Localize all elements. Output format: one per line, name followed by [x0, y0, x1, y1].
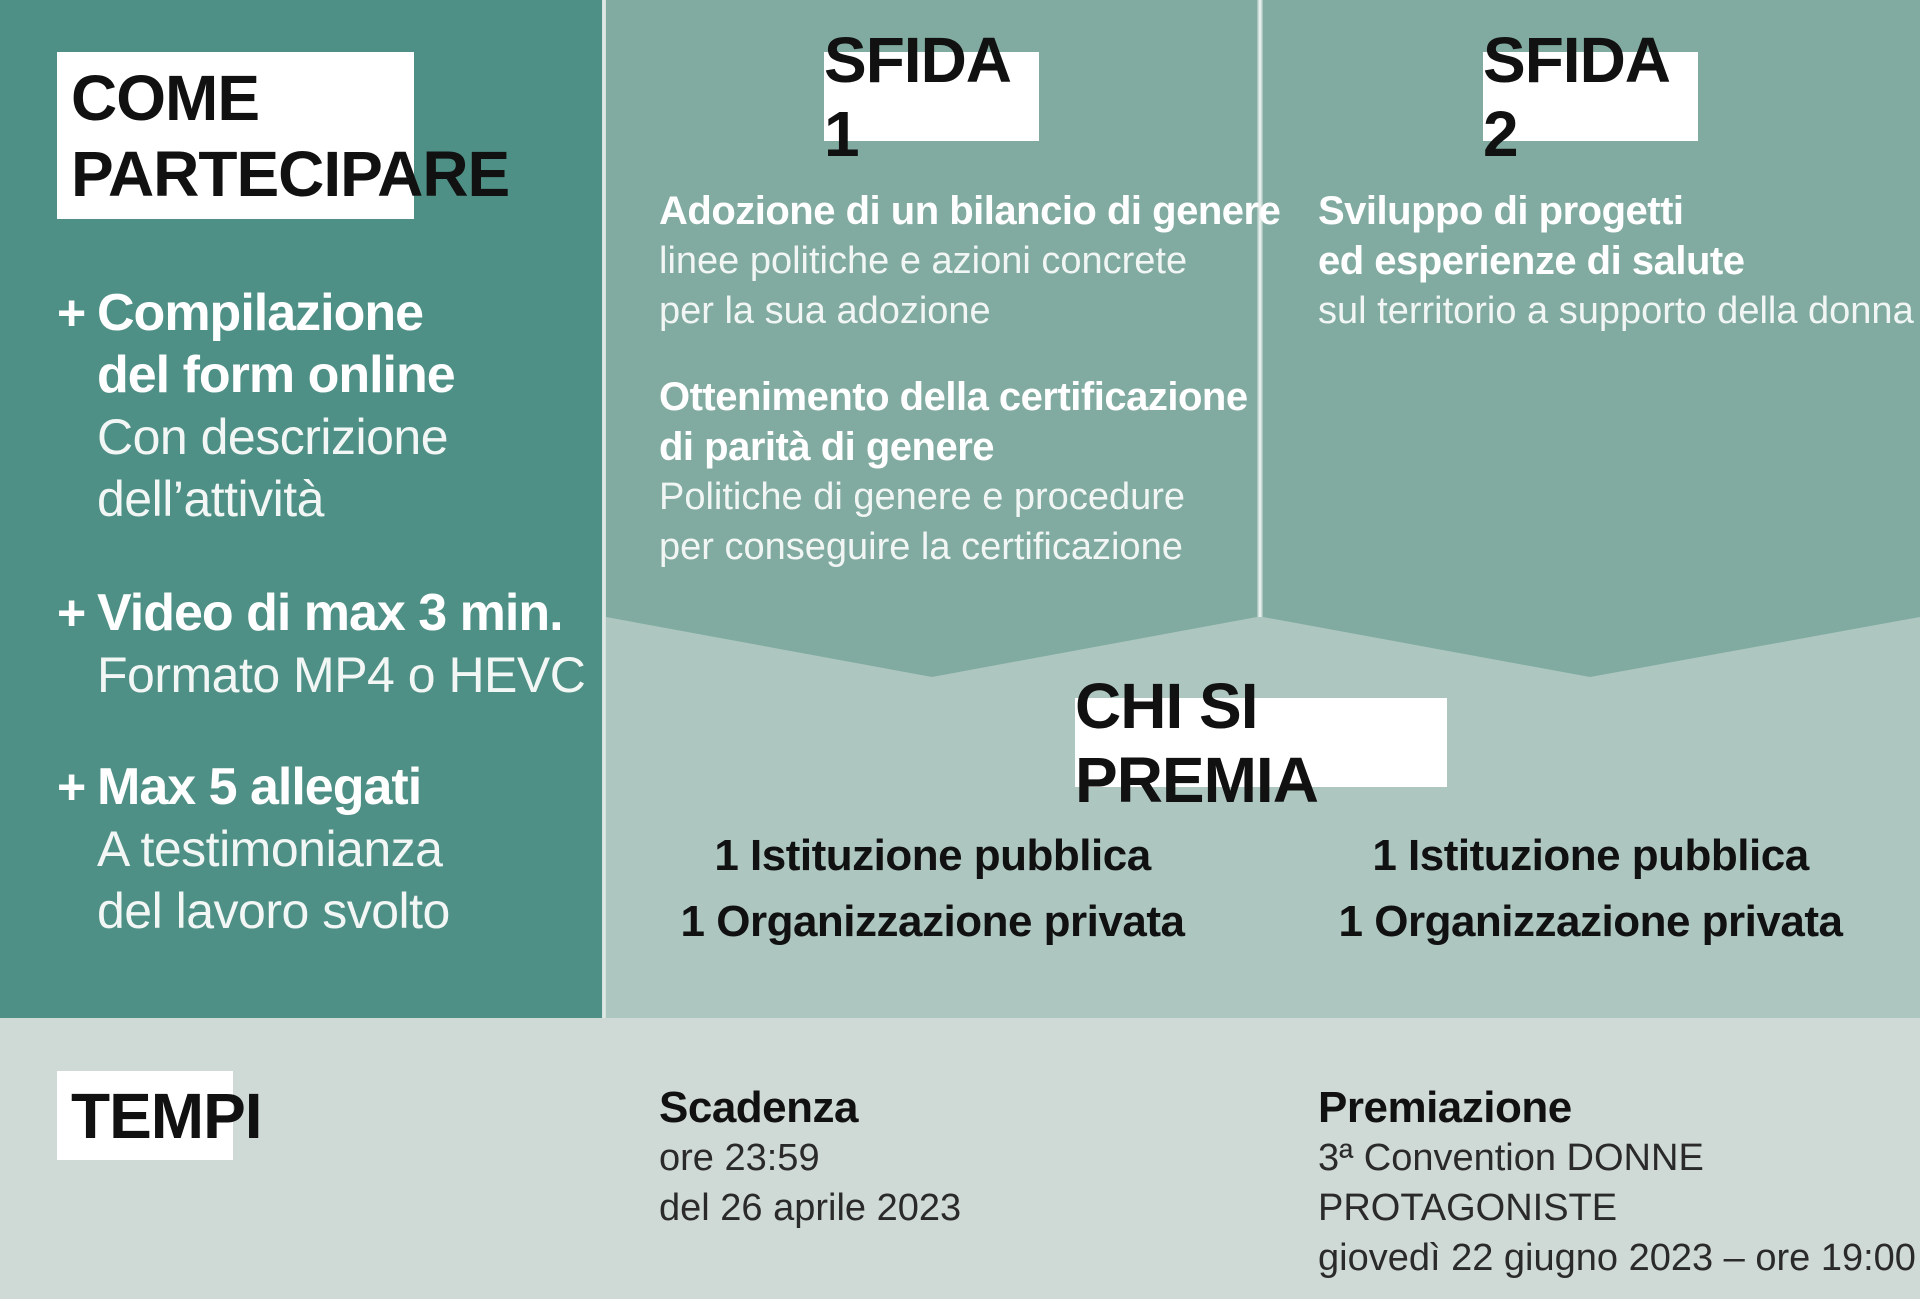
- participate-item-attachments: [57, 756, 450, 942]
- participate-title-line2: PARTECIPARE: [71, 137, 510, 210]
- block-title: Ottenimento della certificazione: [659, 375, 1248, 419]
- participate-item-video: [57, 582, 585, 706]
- deadline-date: del 26 aprile 2023: [659, 1187, 962, 1229]
- item-description: Formato MP4 o HEVC: [97, 647, 586, 703]
- block-title: ed esperienze di salute: [1318, 239, 1745, 283]
- deadline-title: Scadenza: [659, 1083, 858, 1132]
- item-description: A testimonianza: [97, 821, 443, 877]
- participate-title-line1: COME: [71, 61, 259, 134]
- deadline-block: [659, 1083, 961, 1233]
- award-title: Premiazione: [1318, 1083, 1572, 1132]
- item-title: Max 5 allegati: [97, 758, 422, 816]
- winners-title: [1075, 669, 1447, 816]
- challenge2-block: [1318, 186, 1914, 336]
- plus-icon: +: [57, 759, 87, 815]
- block-description: per conseguire la certificazione: [659, 526, 1183, 568]
- winners-col-challenge1: [660, 823, 1205, 955]
- award-block: [1318, 1083, 1920, 1283]
- winners-col-challenge2: [1318, 823, 1863, 955]
- winner-private: 1 Organizzazione privata: [680, 897, 1185, 946]
- participate-title: [57, 52, 510, 219]
- deadline-time: ore 23:59: [659, 1137, 820, 1179]
- item-title: Video di max 3 min.: [97, 584, 563, 642]
- challenge2-title-text: SFIDA 2: [1483, 23, 1668, 170]
- challenge1-title: [824, 23, 1039, 170]
- block-description: per la sua adozione: [659, 290, 991, 332]
- item-description: dell’attività: [97, 471, 324, 527]
- participate-item-form: [57, 282, 455, 530]
- challenge2-title: [1483, 23, 1698, 170]
- block-title: di parità di genere: [659, 425, 995, 469]
- item-description: del lavoro svolto: [97, 883, 450, 939]
- item-title: Compilazione: [97, 284, 424, 342]
- item-title: del form online: [97, 346, 455, 404]
- block-description: Politiche di genere e procedure: [659, 476, 1186, 518]
- block-description: linee politiche e azioni concrete: [659, 240, 1188, 282]
- winners-title-text: CHI SI PREMIA: [1075, 669, 1318, 816]
- plus-icon: +: [57, 285, 87, 341]
- award-date: giovedì 22 giugno 2023 – ore 19:00: [1318, 1237, 1916, 1279]
- block-description: sul territorio a supporto della donna: [1318, 290, 1914, 332]
- winner-public: 1 Istituzione pubblica: [1372, 831, 1809, 880]
- challenge1-title-text: SFIDA 1: [824, 23, 1009, 170]
- timing-title-text: TEMPI: [71, 1079, 262, 1152]
- challenge1-block-budget: [659, 186, 1280, 336]
- block-title: Sviluppo di progetti: [1318, 189, 1684, 233]
- timing-title: [57, 1071, 262, 1160]
- item-description: Con descrizione: [97, 409, 449, 465]
- plus-icon: +: [57, 585, 87, 641]
- winner-private: 1 Organizzazione privata: [1338, 897, 1843, 946]
- block-title: Adozione di un bilancio di genere: [659, 189, 1281, 233]
- award-event: 3ª Convention DONNE PROTAGONISTE: [1318, 1137, 1704, 1229]
- winner-public: 1 Istituzione pubblica: [714, 831, 1151, 880]
- challenge1-block-certification: [659, 372, 1248, 572]
